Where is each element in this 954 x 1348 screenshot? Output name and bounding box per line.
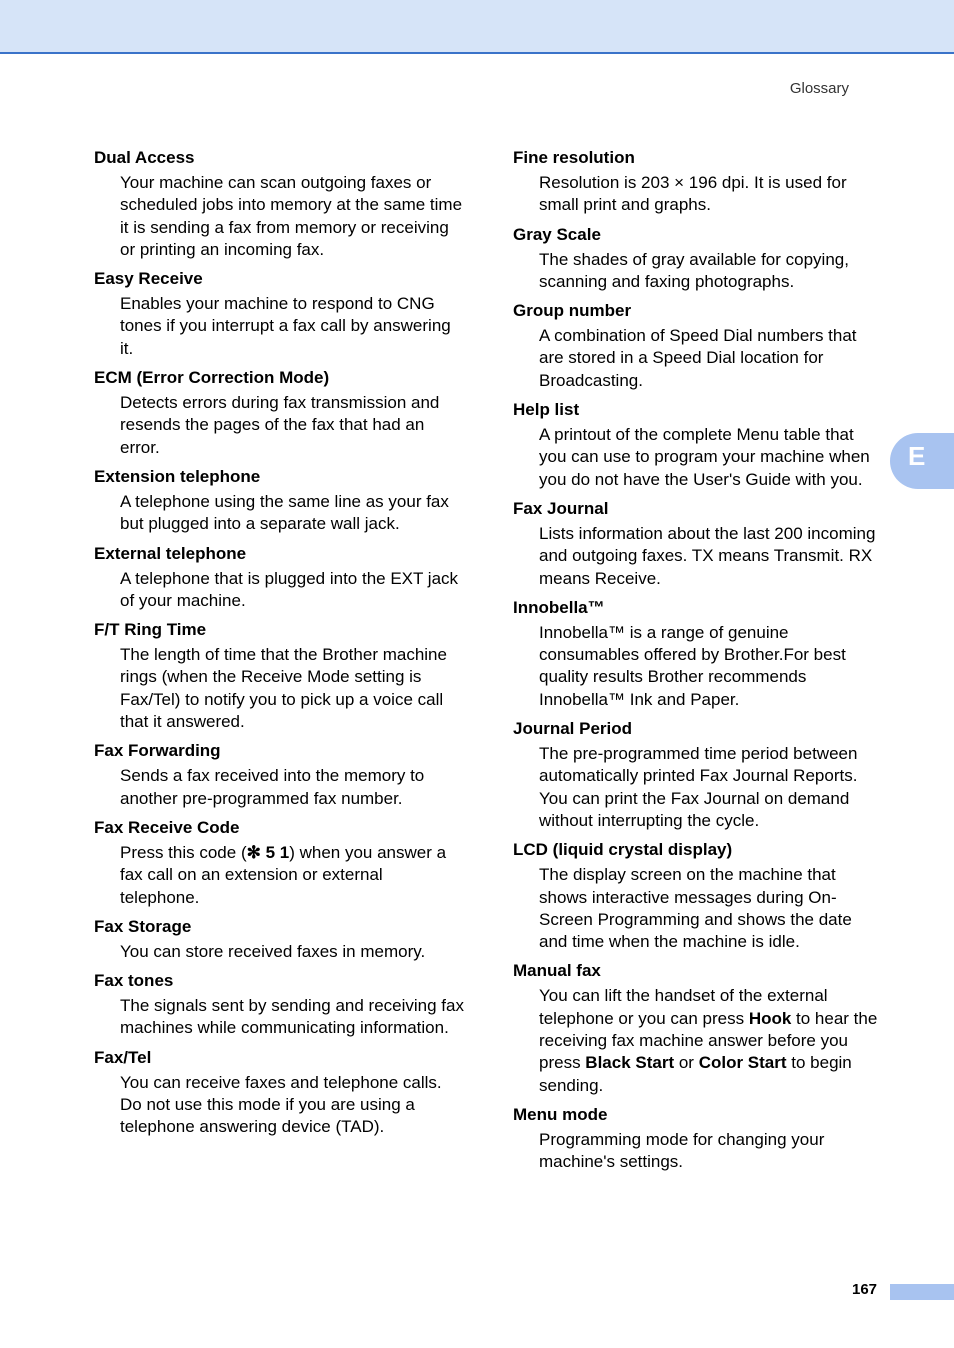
glossary-definition: A telephone that is plugged into the EXT jack of your machine.: [120, 568, 459, 610]
glossary-entry: [94, 466, 464, 536]
glossary-term: LCD (liquid crystal display): [513, 840, 733, 860]
glossary-entry: [94, 147, 464, 261]
page-number: 167: [852, 1281, 878, 1298]
definition-text: to hear the receiving fax machine answer before you press: [539, 1008, 878, 1073]
glossary-entry: [94, 740, 464, 810]
glossary-definition: Innobella™ is a range of genuine consumables offered by Brother.For best quality results Brother recommends Innobella™ Ink and Paper.: [539, 622, 846, 709]
key-name: Black Start: [585, 1053, 675, 1073]
glossary-entry: [513, 147, 883, 217]
definition-text: Press this code (: [120, 842, 247, 862]
glossary-term: Innobella™: [513, 597, 605, 617]
glossary-term: Fax Forwarding: [94, 741, 221, 761]
glossary-definition: Programming mode for changing your machine's settings.: [539, 1129, 825, 1172]
glossary-entry: [513, 498, 883, 590]
glossary-entry: [94, 1047, 464, 1139]
section-title: Glossary: [789, 80, 849, 97]
glossary-term: Fax/Tel: [94, 1047, 152, 1067]
glossary-entry: [94, 970, 464, 1040]
glossary-term: Gray Scale: [513, 224, 601, 244]
glossary-entry: [94, 619, 464, 733]
glossary-entry: [513, 839, 883, 953]
glossary-definition: Resolution is 203 × 196 dpi. It is used for small print and graphs.: [539, 173, 847, 215]
glossary-definition: A telephone using the same line as your fax but plugged into a separate wall jack.: [120, 491, 449, 534]
glossary-term: Fax Storage: [94, 916, 192, 936]
glossary-column-right: [513, 147, 883, 1181]
glossary-term: Help list: [513, 400, 580, 420]
glossary-entry: [513, 597, 883, 711]
glossary-definition: The shades of gray available for copying, scanning and faxing photographs.: [539, 249, 849, 291]
definition-text: You can lift the handset of the external telephone or you can press: [539, 986, 828, 1028]
glossary-definition: [539, 985, 884, 1096]
glossary-term: Menu mode: [513, 1104, 608, 1124]
glossary-entry: [94, 916, 464, 963]
glossary-entry: [94, 817, 464, 909]
glossary-term: Fax Journal: [513, 498, 609, 518]
glossary-term: Extension telephone: [94, 466, 261, 486]
key-sequence: ✻ 5 1: [246, 842, 290, 862]
glossary-entry: [94, 367, 464, 459]
glossary-definition: The length of time that the Brother machine rings (when the Receive Mode setting is Fax/Tel) to notify you to pick up a voice call that it answered.: [120, 645, 447, 732]
glossary-definition: Enables your machine to respond to CNG tones if you interrupt a fax call by answering it.: [120, 294, 451, 358]
glossary-definition: You can receive faxes and telephone calls. Do not use this mode if you are using a telephone answering device (TAD).: [120, 1072, 442, 1137]
glossary-term: Fax tones: [94, 971, 174, 991]
glossary-term: Group number: [513, 301, 632, 321]
glossary-definition: Detects errors during fax transmission and resends the pages of the fax that had an error.: [120, 393, 440, 457]
glossary-term: Journal Period: [513, 719, 633, 739]
glossary-entry: [513, 1104, 883, 1174]
glossary-term: ECM (Error Correction Mode): [94, 368, 330, 388]
page-number-bar: [890, 1284, 954, 1300]
key-name: Hook: [748, 1008, 792, 1028]
glossary-column-left: [94, 147, 464, 1146]
chapter-tab-letter: E: [908, 441, 926, 471]
definition-text: ) when you answer a fax call on an extension or external telephone.: [120, 842, 447, 907]
glossary-term: Manual fax: [513, 961, 601, 981]
glossary-definition: A combination of Speed Dial numbers that are stored in a Speed Dial location for Broadcasting.: [539, 326, 857, 390]
glossary-entry: [513, 960, 883, 1096]
glossary-entry: [513, 224, 883, 294]
definition-text: or: [674, 1053, 699, 1073]
glossary-definition: The signals sent by sending and receiving fax machines while communicating information.: [120, 996, 464, 1038]
chapter-tab: [890, 433, 954, 489]
glossary-term: Dual Access: [94, 148, 195, 167]
top-header-band: [0, 0, 954, 54]
glossary-entry: [513, 300, 883, 392]
glossary-definition: A printout of the complete Menu table that you can use to program your machine when you do not have the User's Guide with you.: [539, 425, 870, 489]
glossary-definition: The pre-programmed time period between automatically printed Fax Journal Reports. You can print the Fax Journal on demand without interrupting the cycle.: [539, 744, 858, 830]
key-name: Color Start: [698, 1053, 787, 1073]
glossary-definition: Sends a fax received into the memory to another pre-programmed fax number.: [120, 766, 425, 808]
glossary-term: External telephone: [94, 543, 247, 563]
glossary-entry: [513, 718, 883, 832]
definition-text: to begin sending.: [539, 1053, 852, 1095]
glossary-entry: [94, 268, 464, 360]
glossary-entry: [94, 543, 464, 613]
glossary-definition: You can store received faxes in memory.: [120, 941, 426, 961]
glossary-term: Fax Receive Code: [94, 817, 240, 837]
glossary-term: F/T Ring Time: [94, 620, 207, 640]
glossary-entry: [513, 399, 883, 491]
glossary-definition: Your machine can scan outgoing faxes or scheduled jobs into memory at the same time it is sending a fax from memory or receiving or printing an incoming fax.: [120, 173, 463, 259]
glossary-definition: [120, 842, 465, 909]
glossary-term: Easy Receive: [94, 269, 203, 289]
glossary-definition: The display screen on the machine that shows interactive messages during On-Screen Programming and shows the date and time when the machine is idle.: [539, 865, 852, 952]
glossary-definition: Lists information about the last 200 incoming and outgoing faxes. TX means Transmit. RX means Receive.: [539, 523, 876, 588]
glossary-term: Fine resolution: [513, 148, 635, 167]
